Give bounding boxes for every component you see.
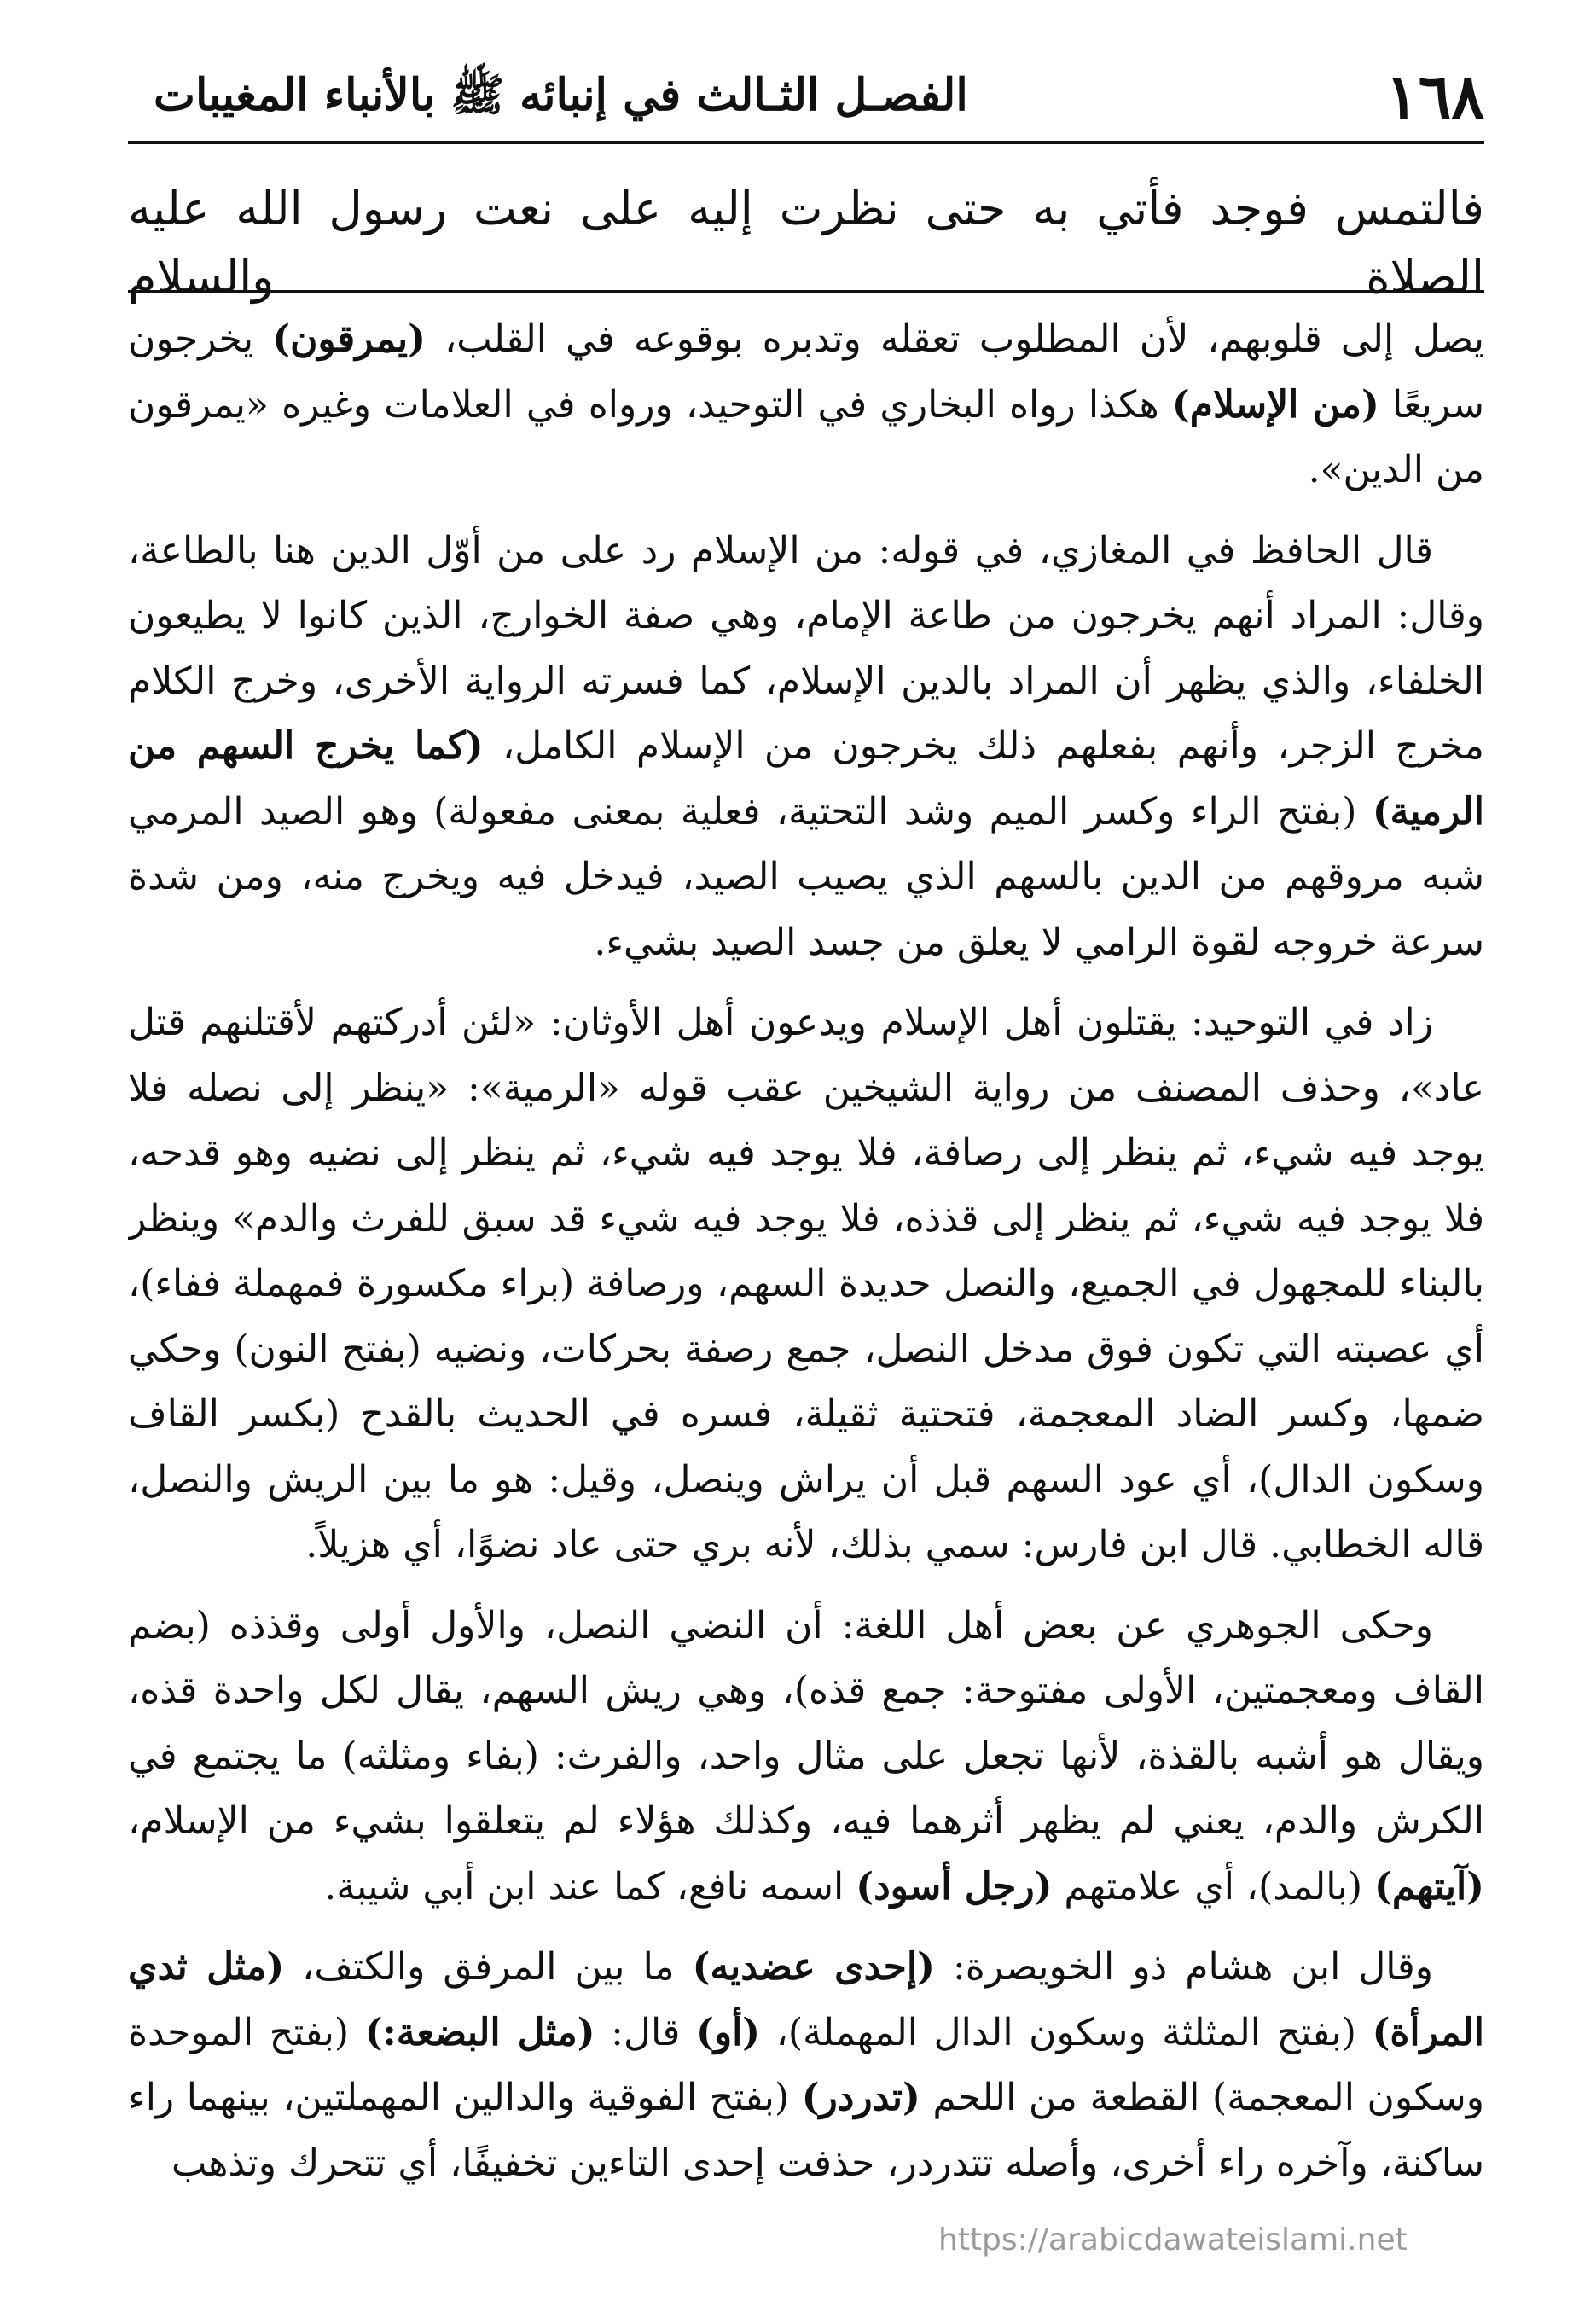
- paragraph-text: (بفتح الفوقية والدالين المهملتين، بينهما راء ساكنة، وآخره راء أخرى، وأصله تتدردر، حذفت إحدى التاءين تخفيفًا، أي تتحرك وتذهب: [128, 2076, 1484, 2185]
- commentary-paragraph: [128, 307, 1484, 503]
- paragraph-text: (بفتح المثلثة وسكون الدال المهملة)،: [760, 2010, 1373, 2054]
- paragraph-text: قال الحافظ في المغازي، في قوله: من الإسلام رد على من أوّل الدين هنا بالطاعة، وقال: المراد أنهم يخرجون من طاعة الإمام، وهي صفة الخوارج، الذين كانوا لا يطيعون الخلفاء، والذي يظهر أن المراد بالدين الإسلام، كما فسرته الرواية الأخرى، وخرج الكلام مخرج الزجر، وأنهم بفعلهم ذلك يخرجون من الإسلام الكامل،: [128, 528, 1484, 768]
- main-text: فالتمس فوجد فأتي به حتى نظرت إليه على نعت رسول الله عليه الصلاة والسلام: [128, 182, 1484, 304]
- separator-rule: [128, 290, 1484, 293]
- commentary-paragraph: [128, 519, 1484, 976]
- paragraph-text: هكذا رواه البخاري في التوحيد، ورواه في العلامات وغيره «يمرقون من الدين».: [128, 382, 1484, 491]
- paragraph-text: وحكى الجوهري عن بعض أهل اللغة: أن النضي النصل، والأول أولى وقذذه (بضم القاف ومعجمتين، الأولى مفتوحة: جمع قذه)، وهي ريش السهم، يقال لكل واحدة قذه، ويقال هو أشبه بالقذة، لأنها تجعل على مثال واحد، والفرث: (بفاء ومثلثه) ما يجتمع في الكرش والدم، يعني لم يظهر أثرهما فيه، وكذلك هؤلاء لم يتعلقوا بشيء من الإسلام،: [128, 1603, 1484, 1843]
- bold-phrase: (رجل أسود): [856, 1864, 1053, 1909]
- bold-phrase: (من الإسلام): [1171, 382, 1379, 427]
- bold-phrase: (مثل ثدي المرأة): [128, 1945, 1484, 2054]
- paragraph-text: يخرجون سريعًا: [128, 317, 1484, 427]
- bold-phrase: (يمرقون): [272, 317, 426, 361]
- commentary-paragraph: [128, 1935, 1484, 2196]
- watermark-url: https://arabicdawateislami.net: [938, 2222, 1408, 2257]
- paragraph-text: اسمه نافع، كما عند ابن أبي شيبة.: [324, 1864, 856, 1909]
- paragraph-text: زاد في التوحيد: يقتلون أهل الإسلام ويدعون أهل الأوثان: «لئن أدركتهم لأقتلنهم قتل عاد»، وحذف المصنف من رواية الشيخين عقب قوله «الرمية»: «ينظر إلى نصله فلا يوجد فيه شيء، ثم ينظر إلى رصافة، فلا يوجد فيه شيء، ثم ينظر إلى نضيه وهو قدحه، فلا يوجد فيه شيء، ثم ينظر إلى قذذه، فلا يوجد فيه شيء قد سبق للفرث والدم» وينظر بالبناء للمجهول في الجميع، والنصل حديدة السهم، ورصافة (براء مكسورة فمهملة ففاء)، أي عصبته التي تكون فوق مدخل النصل، جمع رصفة بحركات، ونضيه (بفتح النون) وحكي ضمها، وكسر الضاد المعجمة، فتحتية ثقيلة، فسره في الحديث بالقدح (بكسر القاف وسكون الدال)، أي عود السهم قبل أن يراش وينصل، وقيل: هو ما بين الريش والنصل، قاله الخطابي. قال ابن فارس: سمي بذلك، لأنه بري حتى عاد نضوًا، أي هزيلاً.: [128, 1001, 1484, 1566]
- chapter-title: الفصـل الثـالث في إنبائه ﷺ بالأنباء المغيبات: [154, 69, 968, 121]
- bold-phrase: (مثل البضعة:): [364, 2010, 595, 2054]
- header-rule: [128, 141, 1484, 144]
- paragraph-text: (بالمد)، أي علامتهم: [1052, 1864, 1375, 1909]
- paragraph-text: ما بين المرفق والكتف،: [284, 1945, 693, 1989]
- bold-phrase: (آيتهم): [1374, 1864, 1484, 1909]
- bold-phrase: (تدردر): [801, 2076, 920, 2119]
- commentary-paragraph: [128, 991, 1484, 1578]
- paragraph-text: وقال ابن هشام ذو الخويصرة:: [934, 1945, 1433, 1989]
- commentary-paragraph: [128, 1594, 1484, 1920]
- bold-phrase: (إحدى عضديه): [692, 1945, 935, 1989]
- commentary: [128, 307, 1484, 2201]
- page-header: [128, 51, 1484, 154]
- paragraph-text: (بفتح الراء وكسر الميم وشد التحتية، فعلية بمعنى مفعولة) وهو الصيد المرمي شبه مروقهم من الدين بالسهم الذي يصيب الصيد، فيدخل فيه ويخرج منه، ومن شدة سرعة خروجه لقوة الرامي لا يعلق من جسد الصيد بشيء.: [128, 789, 1484, 964]
- bold-phrase: (كما يخرج السهم من الرمية): [128, 724, 1484, 834]
- page-number: ١٦٨: [1384, 60, 1484, 132]
- bold-phrase: (أو): [696, 2010, 761, 2054]
- paragraph-text: يصل إلى قلوبهم، لأن المطلوب تعقله وتدبره بوقوعه في القلب،: [425, 317, 1484, 361]
- paragraph-text: قال:: [595, 2010, 697, 2054]
- paragraph-text: (بفتح الموحدة وسكون المعجمة) القطعة من اللحم: [128, 2010, 1484, 2119]
